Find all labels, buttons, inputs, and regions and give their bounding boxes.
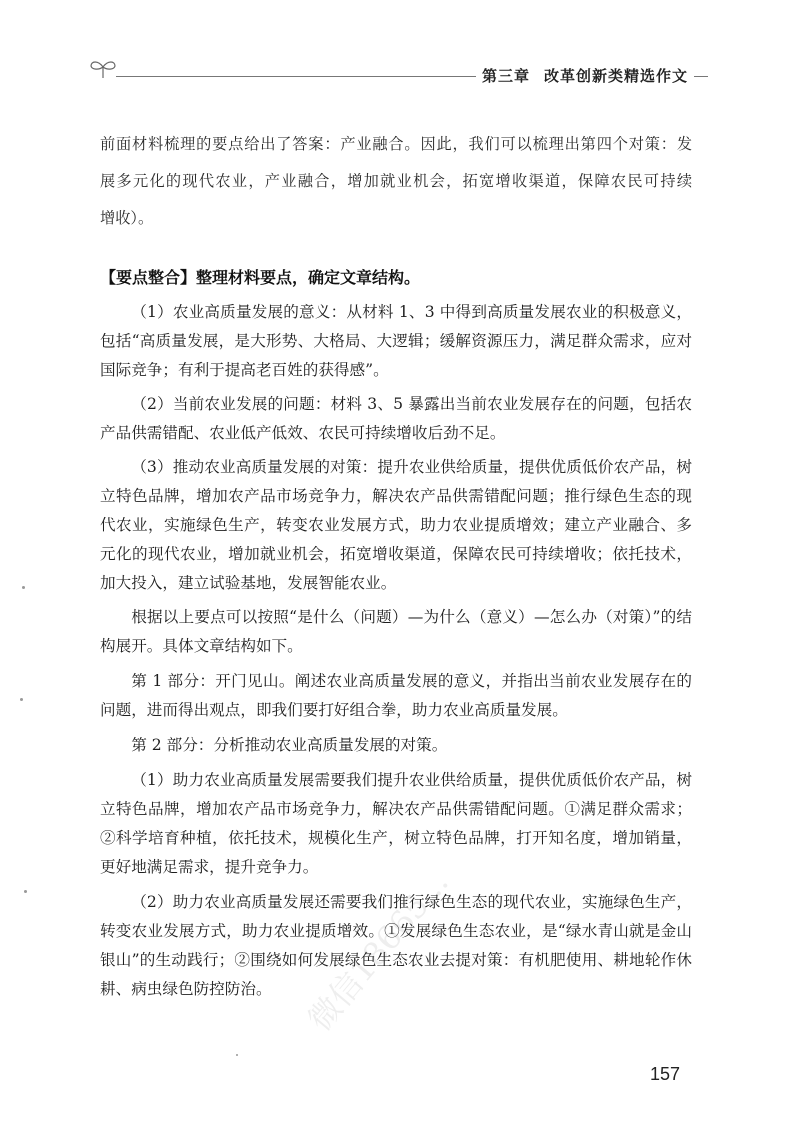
page-number: 157 bbox=[650, 1064, 681, 1084]
paragraph-point-1: （1）助力农业高质量发展需要我们提升农业供给质量，提供优质低价农产品，树立特色品牌，增加农产品市场竞争力，解决农产品供需错配问题。①满足群众需求；②科学培育种植，依托技术，规模化生产，树立特色品牌，打开知名度，增加销量，更好地满足需求，提升竞争力。 bbox=[100, 771, 692, 876]
paragraph-significance: （1）农业高质量发展的意义：从材料 1、3 中得到高质量发展农业的积极意义，包括“高质量发展，是大形势、大格局、大逻辑；缓解资源压力，满足群众需求，应对国际竞争；有利于提高老百姓的获得感”。 bbox=[100, 303, 692, 379]
running-header bbox=[88, 58, 708, 88]
scan-speck bbox=[20, 698, 23, 701]
paragraph-countermeasures: （3）推动农业高质量发展的对策：提升农业供给质量，提供优质低价农产品，树立特色品牌，增加农产品市场竞争力，解决农产品供需错配问题；推行绿色生态的现代农业，实施绿色生产，转变农业发展方式，助力农业提质增效；建立产业融合、多元化的现代农业，增加就业机会，拓宽增收渠道，保障农民可持续增收；依托技术，加大投入，建立试验基地，发展智能农业。 bbox=[100, 458, 692, 592]
chapter-number: 第三章 bbox=[481, 67, 530, 85]
intro-line: 展多元化的现代农业，产业融合，增加就业机会，拓宽增收渠道，保障农民可持续 bbox=[100, 172, 692, 190]
paragraph-part-1: 第 1 部分：开门见山。阐述农业高质量发展的意义，并指出当前农业发展存在的问题，进而得出观点，即我们要打好组合拳，助力农业高质量发展。 bbox=[100, 672, 692, 719]
watermark: 微信18665... bbox=[300, 863, 456, 1039]
intro-line: 前面材料梳理的要点给出了答案：产业融合。因此，我们可以梳理出第四个对策：发 bbox=[100, 135, 692, 153]
scan-speck bbox=[24, 890, 27, 893]
paragraph-structure: 根据以上要点可以按照“是什么（问题）—为什么（意义）—怎么办（对策）”的结构展开。具体文章结构如下。 bbox=[100, 608, 692, 655]
sprout-icon bbox=[88, 58, 118, 80]
intro-block bbox=[100, 126, 692, 237]
scan-speck bbox=[236, 1054, 238, 1056]
chapter-title bbox=[476, 65, 694, 86]
intro-line: 增收）。 bbox=[100, 209, 154, 227]
page-body bbox=[100, 126, 692, 1004]
paragraph-part-2: 第 2 部分：分析推动农业高质量发展的对策。 bbox=[131, 736, 448, 754]
scan-speck bbox=[22, 586, 25, 589]
section-heading: 【要点整合】整理材料要点，确定文章结构。 bbox=[100, 268, 421, 287]
chapter-name: 改革创新类精选作文 bbox=[543, 67, 688, 85]
paragraph-point-2: （2）助力农业高质量发展还需要我们推行绿色生态的现代农业，实施绿色生产，转变农业发展方式，助力农业提质增效。①发展绿色生态农业，是“绿水青山就是金山银山”的生动践行；②围绕如何发展绿色生态农业去提对策：有机肥使用、耕地轮作休耕、病虫绿色防控防治。 bbox=[100, 893, 692, 998]
paragraph-problems: （2）当前农业发展的问题：材料 3、5 暴露出当前农业发展存在的问题，包括农产品供需错配、农业低产低效、农民可持续增收后劲不足。 bbox=[100, 395, 692, 442]
